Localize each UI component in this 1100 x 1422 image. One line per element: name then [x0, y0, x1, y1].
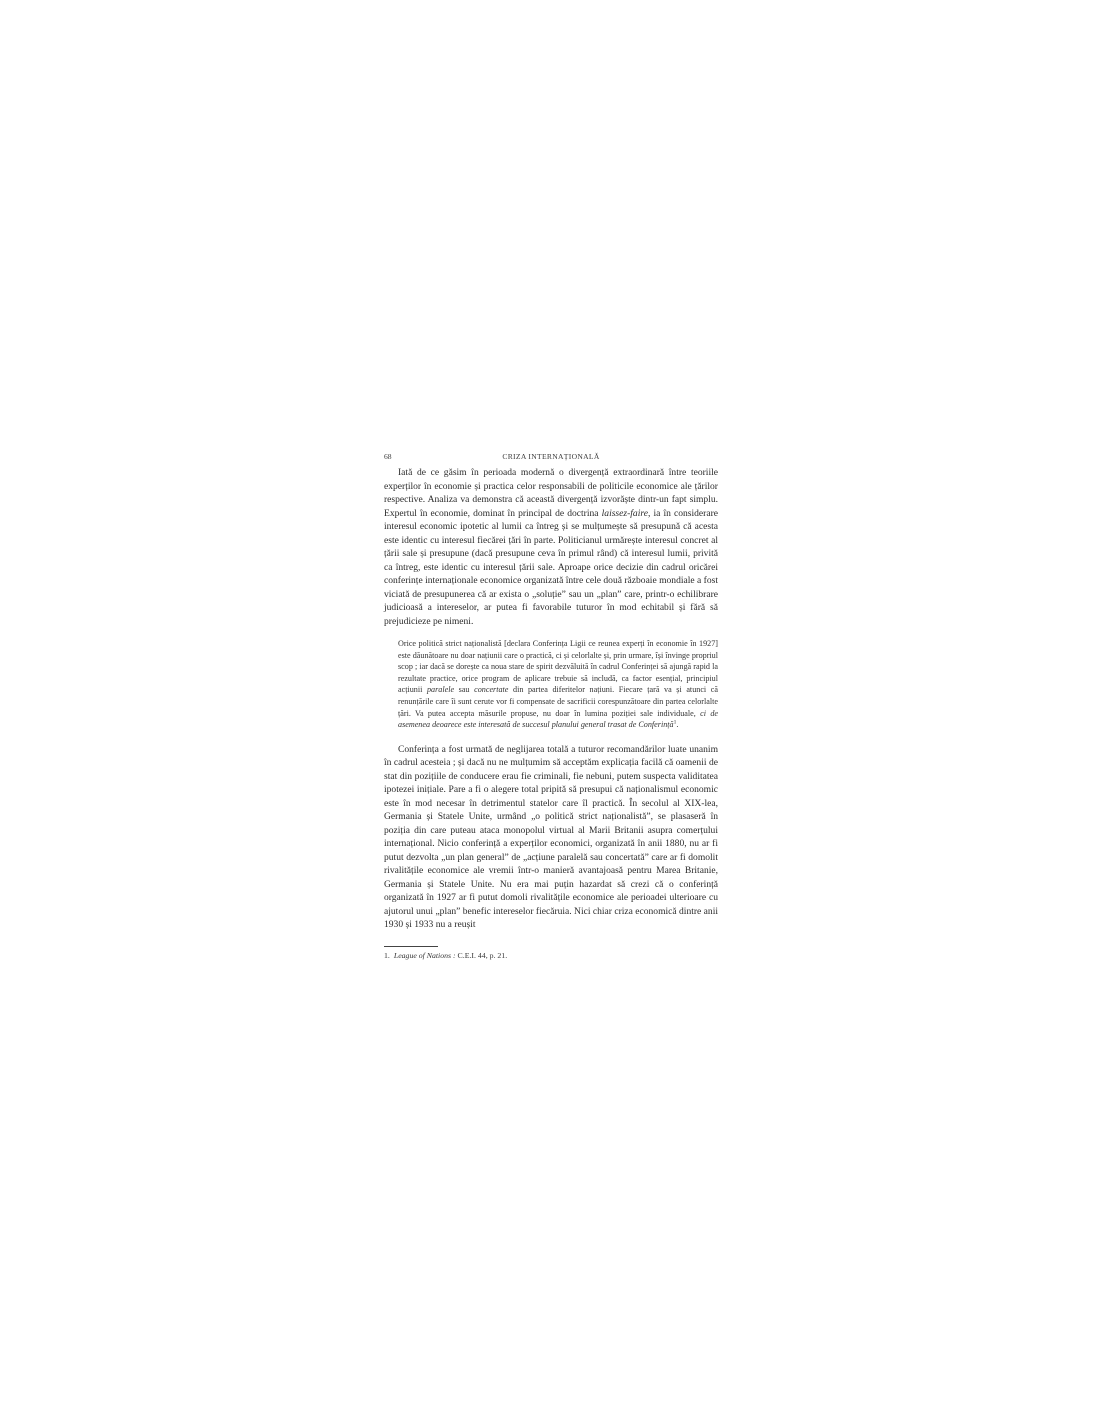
footnote-divider: [384, 946, 438, 947]
footnote-number: 1.: [384, 950, 390, 960]
quote-italic-3: ci de asemenea deoarece este interesată de succesul planului general trasat de Conferință: [398, 708, 718, 730]
quote-text-b: sau: [454, 685, 475, 695]
footnote: [384, 951, 718, 961]
para1-text-b: , ia în considerare interesul economic ipotetic al lumii ca întreg și se mulțumește să presupună că acesta este identic cu interesul fiecărei țări în parte. Politicianul urmărește interesul concret al țării sale și presupune (dacă presupune ceva în primul rând) că interesul lumii, privită ca întreg, este identic cu interesul țării sale. Aproape orice decizie din cadrul oricărei conferințe internaționale economice organizată între cele două războaie mondiale a fost viciată de presupunerea că ar exista o „soluție” sau un „plan” care, printr-o echilibrare judicioasă a intereselor, ar putea fi favorabile tuturor în mod echitabil și fără să prejudicieze pe nimeni.: [384, 507, 719, 627]
quote-italic-2: concertate: [474, 685, 509, 695]
quote-text-a: Orice politică strict naționalistă [declara Conferința Ligii ce reunea experți în economie în 1927] este dăunătoare nu doar națiunii care o practică, ci și celorlalte și, prin urmare, își învinge propriul scop ; iar dacă se dorește ca noua stare de spirit dezvăluită în cadrul Conferinței să ajungă rapid la rezultate practice, orice program de aplicare trebuie să includă, ca factor esențial, principiul acțiunii: [398, 639, 718, 695]
para1-italic: laissez-faire: [601, 507, 648, 519]
footnote-source: League of Nations :: [393, 950, 456, 960]
running-head-title: CRIZA INTERNAȚIONALĂ: [502, 452, 600, 461]
footnote-reference[interactable]: 1: [673, 719, 677, 726]
quote-text-d: .: [676, 720, 679, 730]
quote-italic-1: paralele: [426, 685, 455, 695]
quote-text-c: din partea diferitelor națiuni. Fiecare țară va și atunci că renunțările care îi sunt cerute vor fi compensate de sacrificii corespunzătoare din partea celorlalte țări. Va putea accepta măsurile propuse, nu doar în lumina poziției sale individuale,: [398, 685, 718, 718]
body-paragraph-1: [384, 466, 718, 628]
block-quote: [398, 638, 718, 731]
body-paragraph-2: Conferința a fost urmată de neglijarea totală a tuturor recomandărilor luate unanim în cadrul acesteia ; și dacă nu ne mulțumim să acceptăm explicația facilă că oamenii de stat din pozițiile de conducere erau fie criminali, fie nebuni, putem suspecta validitatea ipotezei inițiale. Pare a fi o alegere total pripită să presupui că naționalismul economic este în mod necesar în detrimentul statelor care îl practică. În secolul al XIX-lea, Germania și Statele Unite, urmând „o politică strict naționalistă”, se plasaseră în poziția din care puteau ataca monopolul virtual al Marii Britanii asupra comerțului internațional. Nicio conferință a experților economici, organizată în anii 1880, nu ar fi putut dezvolta „un plan general” de „acțiune paralelă sau concertată” care ar fi domolit rivalitățile economice ale vremii într-o manieră avantajoasă pentru Marea Britanie, Germania și Statele Unite. Nu era mai puțin hazardat să crezi că o conferință organizată în 1927 ar fi putut domoli rivalitățile economice ale perioadei ulterioare cu ajutorul unui „plan” benefic intereselor fiecăruia. Nici chiar criza economică dintre anii 1930 și 1933 nu a reușit: [384, 743, 718, 931]
book-page: [384, 452, 718, 961]
para1-text-a: Iată de ce găsim în perioada modernă o divergență extraordinară între teoriile experților în economie și practica celor responsabili de politicile economice ale țărilor respective. Analiza va demonstra că această divergență izvorăște dintr-un fapt simplu. Expertul în economie, dominat în principal de doctrina: [384, 467, 718, 519]
page-number: 68: [384, 452, 392, 461]
running-head: [384, 452, 718, 466]
footnote-text: C.E.I. 44, p. 21.: [455, 950, 508, 960]
